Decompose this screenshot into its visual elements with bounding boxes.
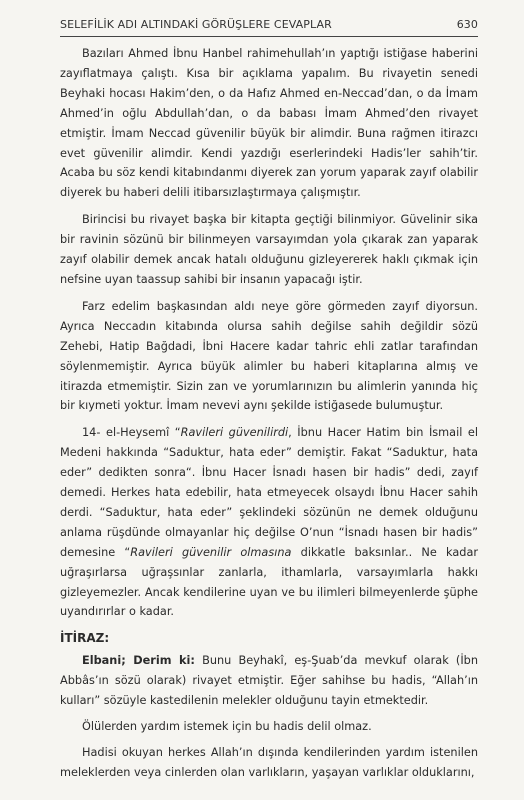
paragraph-4-part-c: , İbnu Hacer Hatim bin İsmail el Medeni hakkında “Saduktur, hata eder” demiştir. Fakat “Saduktur, hata eder” dedikten sonra“. İbnu Hacer İsnadı hasen bir hadis” dedi, zayıf demedi. Herkes hata edebilir, hata etmeyecek olsaydı İbnu Hacer sahih derdi. “Saduktur, hata eder” şeklindeki sözünün ne demek olduğunu anlama rüşdünde olmayanlar hiç değilse O’nun “İsnadı hasen bir hadis” demesine “	[60, 426, 479, 559]
running-header-title: SELEFİLİK ADI ALTINDAKİ GÖRÜŞLERE CEVAPLAR	[60, 18, 332, 31]
paragraph-4-part-e: dikkatle baksınlar.. Ne kadar uğraşırlarsa uğraşsınlar zanlarla, ithamlarla, varsayımlarla hakkı gizleyemezler. Ancak kendilerine uyan ve bu ilimleri bilmeyenlerde şüphe uyandırırlar o kadar.	[60, 545, 479, 619]
header-divider	[60, 36, 478, 37]
page-body	[60, 44, 478, 790]
paragraph-2: Birincisi bu rivayet başka bir kitapta geçtiği bilinmiyor. Güvelinir sika bir ravinin sözünü bir bilinmeyen varsayımdan yola çıkarak zan yaparak zayıf olabilir demek ancak hatalı olduğunu gizleyererek haklı çıkmak için nefsine uyan taassup sahibi bir insanın yapacağı iştir.	[60, 213, 478, 286]
paragraph-1: Bazıları Ahmed İbnu Hanbel rahimehullah’ın yaptığı istiğase haberini zayıflatmaya çalıştı. Kısa bir açıklama yapalım. Bu rivayetin senedi Beyhaki hocası Hakim’den, o da Hafız Ahmed en-Neccad’dan, o da İmam Ahmed’in oğlu Abdullah’dan, o da babası İmam Ahmed’den rivayet etmiştir. İmam Neccad güvenilir büyük bir alimdir. Buna rağmen itirazcı evet güvenilir alimdir. Kendi yazdığı eserlerindeki Hadis’ler sahih’tir. Acaba bu söz kendi kitabındanmı diyerek zan yorum yaparak zayıf olabilir diyerek bu haberi delili itibarsızlaştırmaya çalışmıştır.	[60, 47, 478, 200]
paragraph-5	[60, 651, 478, 711]
paragraph-4-italic-quote-1: Ravileri güvenilirdi	[180, 426, 289, 440]
running-header	[60, 18, 478, 34]
paragraph-5-bold-lead: Elbani; Derim ki:	[82, 654, 195, 668]
paragraph-4-part-a: 14- el-Heysemî “	[82, 426, 181, 440]
paragraph-4	[60, 423, 478, 622]
paragraph-5-body: Bunu Beyhakî, eş-Şuab’da mevkuf olarak (İbn Abbâs’ın sözü olarak) rivayet etmiştir. Eğer sahihse bu hadis, “Allah’ın kulları” sözüyle kastedilenin melekler olduğunu tayin etmektedir.	[60, 654, 478, 708]
paragraph-6: Ölülerden yardım istemek için bu hadis delil olmaz.	[82, 720, 372, 733]
paragraph-4-italic-quote-2: Ravileri güvenilir olmasına	[130, 545, 292, 559]
paragraph-3: Farz edelim başkasından aldı neye göre görmeden zayıf diyorsun. Ayrıca Neccadın kitabında olursa sahih değilse sahih değildir sözü Zehebi, Hatip Bağdadi, İbni Hacere kadar tahric ehli zatlar tarafından söylenmemiştir. Ayrıca büyük alimler bu haberi kitaplarına almış ve itirazda etmemiştir. Sizin zan ve yorumlarınızın bu alimlerin yanında hiç bir kıymeti yoktur. İmam nevevi aynı şekilde istiğasede bulumuştur.	[60, 299, 478, 413]
page-number: 630	[456, 18, 478, 31]
section-heading-itiraz: İTİRAZ:	[60, 631, 110, 646]
paragraph-7: Hadisi okuyan herkes Allah’ın dışında kendilerinden yardım istenilen meleklerden veya cinlerden olan varlıkların, yaşayan varlıklar olduklarını,	[60, 745, 478, 779]
